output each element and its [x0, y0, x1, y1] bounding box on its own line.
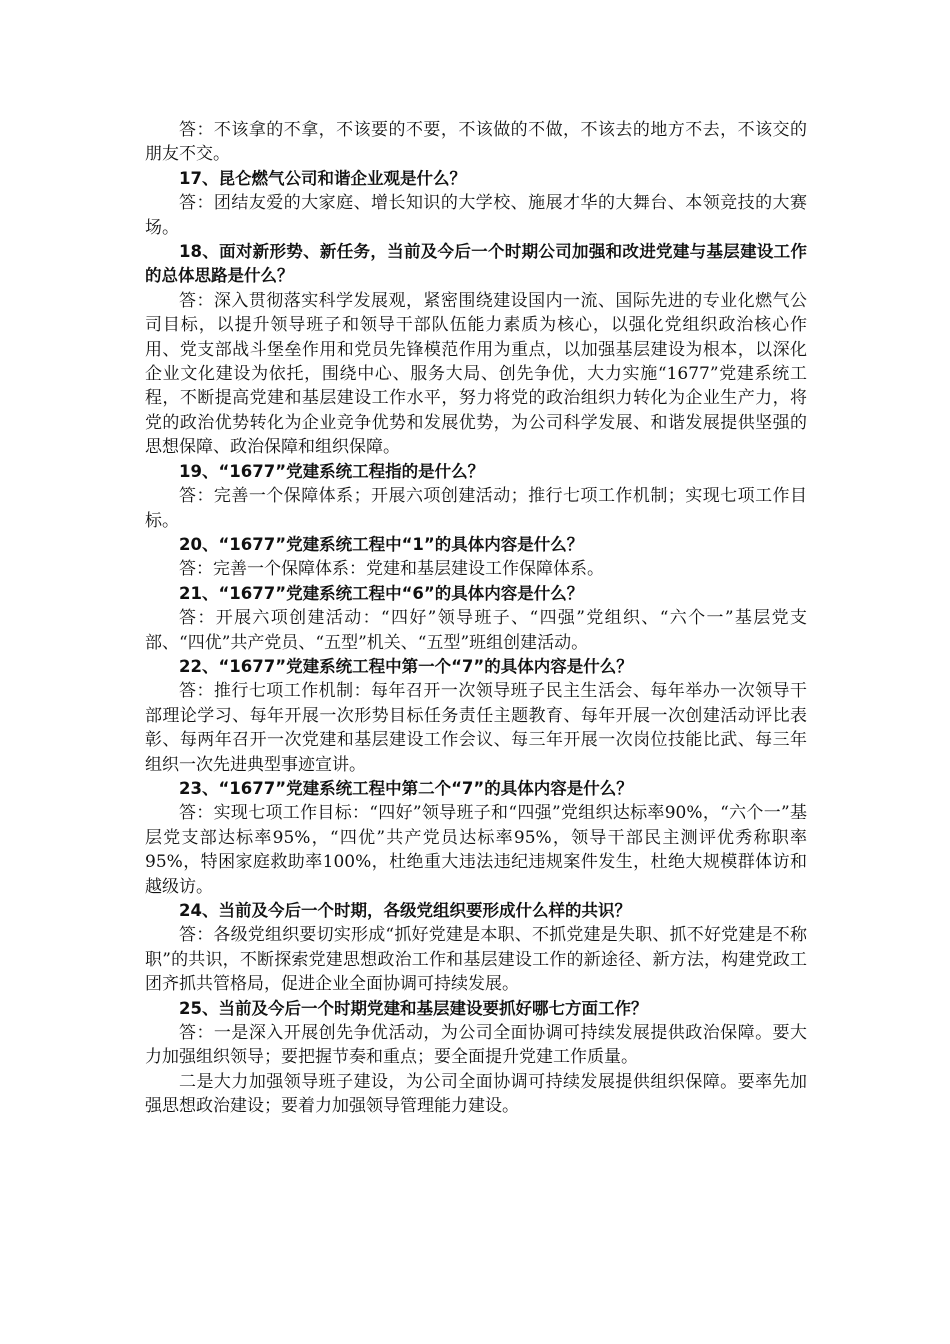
question-heading: 20、“1677”党建系统工程中“1”的具体内容是什么？ [179, 534, 584, 554]
answer-paragraph: 答：实现七项工作目标：“四好”领导班子和“四强”党组织达标率90%，“六个一”基层党支部达标率95%，“四优”共产党员达标率95%，领导干部民主测评优秀称职率95%，特困家庭救助率100%，杜绝重大违法违纪违规案件发生，杜绝大规模群体访和越级访。 [145, 803, 807, 897]
answer-paragraph: 答：不该拿的不拿，不该要的不要，不该做的不做，不该去的地方不去，不该交的朋友不交。 [145, 120, 807, 165]
question-heading: 17、昆仑燃气公司和谐企业观是什么？ [179, 168, 466, 188]
document-page [145, 118, 807, 1119]
question-heading: 24、当前及今后一个时期，各级党组织要形成什么样的共识？ [179, 901, 631, 920]
answer-paragraph: 答：完善一个保障体系：党建和基层建设工作保障体系。 [179, 559, 604, 580]
question-heading: 22、“1677”党建系统工程中第一个“7”的具体内容是什么？ [179, 656, 633, 676]
answer-paragraph: 答：开展六项创建活动：“四好”领导班子、“四强”党组织、“六个一”基层党支部、“四优”共产党员、“五型”机关、“五型”班组创建活动。 [145, 608, 807, 653]
answer-paragraph: 答：推行七项工作机制：每年召开一次领导班子民主生活会、每年举办一次领导干部理论学习、每年开展一次形势目标任务责任主题教育、每年开展一次创建活动评比表彰、每两年召开一次党建和基层建设工作会议、每三年开展一次岗位技能比武、每三年组织一次先进典型事迹宣讲。 [145, 681, 807, 775]
answer-paragraph: 二是大力加强领导班子建设，为公司全面协调可持续发展提供组织保障。要率先加强思想政治建设；要着力加强领导管理能力建设。 [145, 1071, 807, 1117]
answer-paragraph: 答：完善一个保障体系；开展六项创建活动；推行七项工作机制；实现七项工作目标。 [145, 486, 807, 531]
answer-paragraph: 答：团结友爱的大家庭、增长知识的大学校、施展才华的大舞台、本领竞技的大赛场。 [145, 193, 807, 238]
answer-paragraph: 答：各级党组织要切实形成“抓好党建是本职、不抓党建是失职、抓不好党建是不称职”的共识，不断探索党建思想政治工作和基层建设工作的新途径、新方法，构建党政工团齐抓共管格局，促进企业全面协调可持续发展。 [145, 925, 807, 995]
answer-paragraph: 答：深入贯彻落实科学发展观，紧密围绕建设国内一流、国际先进的专业化燃气公司目标，以提升领导班子和领导干部队伍能力素质为核心，以强化党组织政治核心作用、党支部战斗堡垒作用和党员先锋模范作用为重点，以加强基层建设为根本，以深化企业文化建设为依托，围绕中心、服务大局、创先争优，大力实施“1677”党建系统工程，不断提高党建和基层建设工作水平，努力将党的政治组织力转化为企业生产力，将党的政治优势转化为企业竞争优势和发展优势，为公司科学发展、和谐发展提供坚强的思想保障、政治保障和组织保障。 [145, 290, 807, 458]
question-heading: 18、面对新形势、新任务，当前及今后一个时期公司加强和改进党建与基层建设工作的总体思路是什么？ [145, 242, 807, 286]
question-heading: 23、“1677”党建系统工程中第二个“7”的具体内容是什么？ [179, 778, 633, 798]
question-heading: 25、当前及今后一个时期党建和基层建设要抓好哪七方面工作？ [179, 998, 648, 1018]
question-heading: 21、“1677”党建系统工程中“6”的具体内容是什么？ [179, 583, 584, 603]
question-heading: 19、“1677”党建系统工程指的是什么？ [179, 461, 485, 481]
answer-paragraph: 答：一是深入开展创先争优活动，为公司全面协调可持续发展提供政治保障。要大力加强组织领导；要把握节奏和重点；要全面提升党建工作质量。 [145, 1023, 807, 1068]
